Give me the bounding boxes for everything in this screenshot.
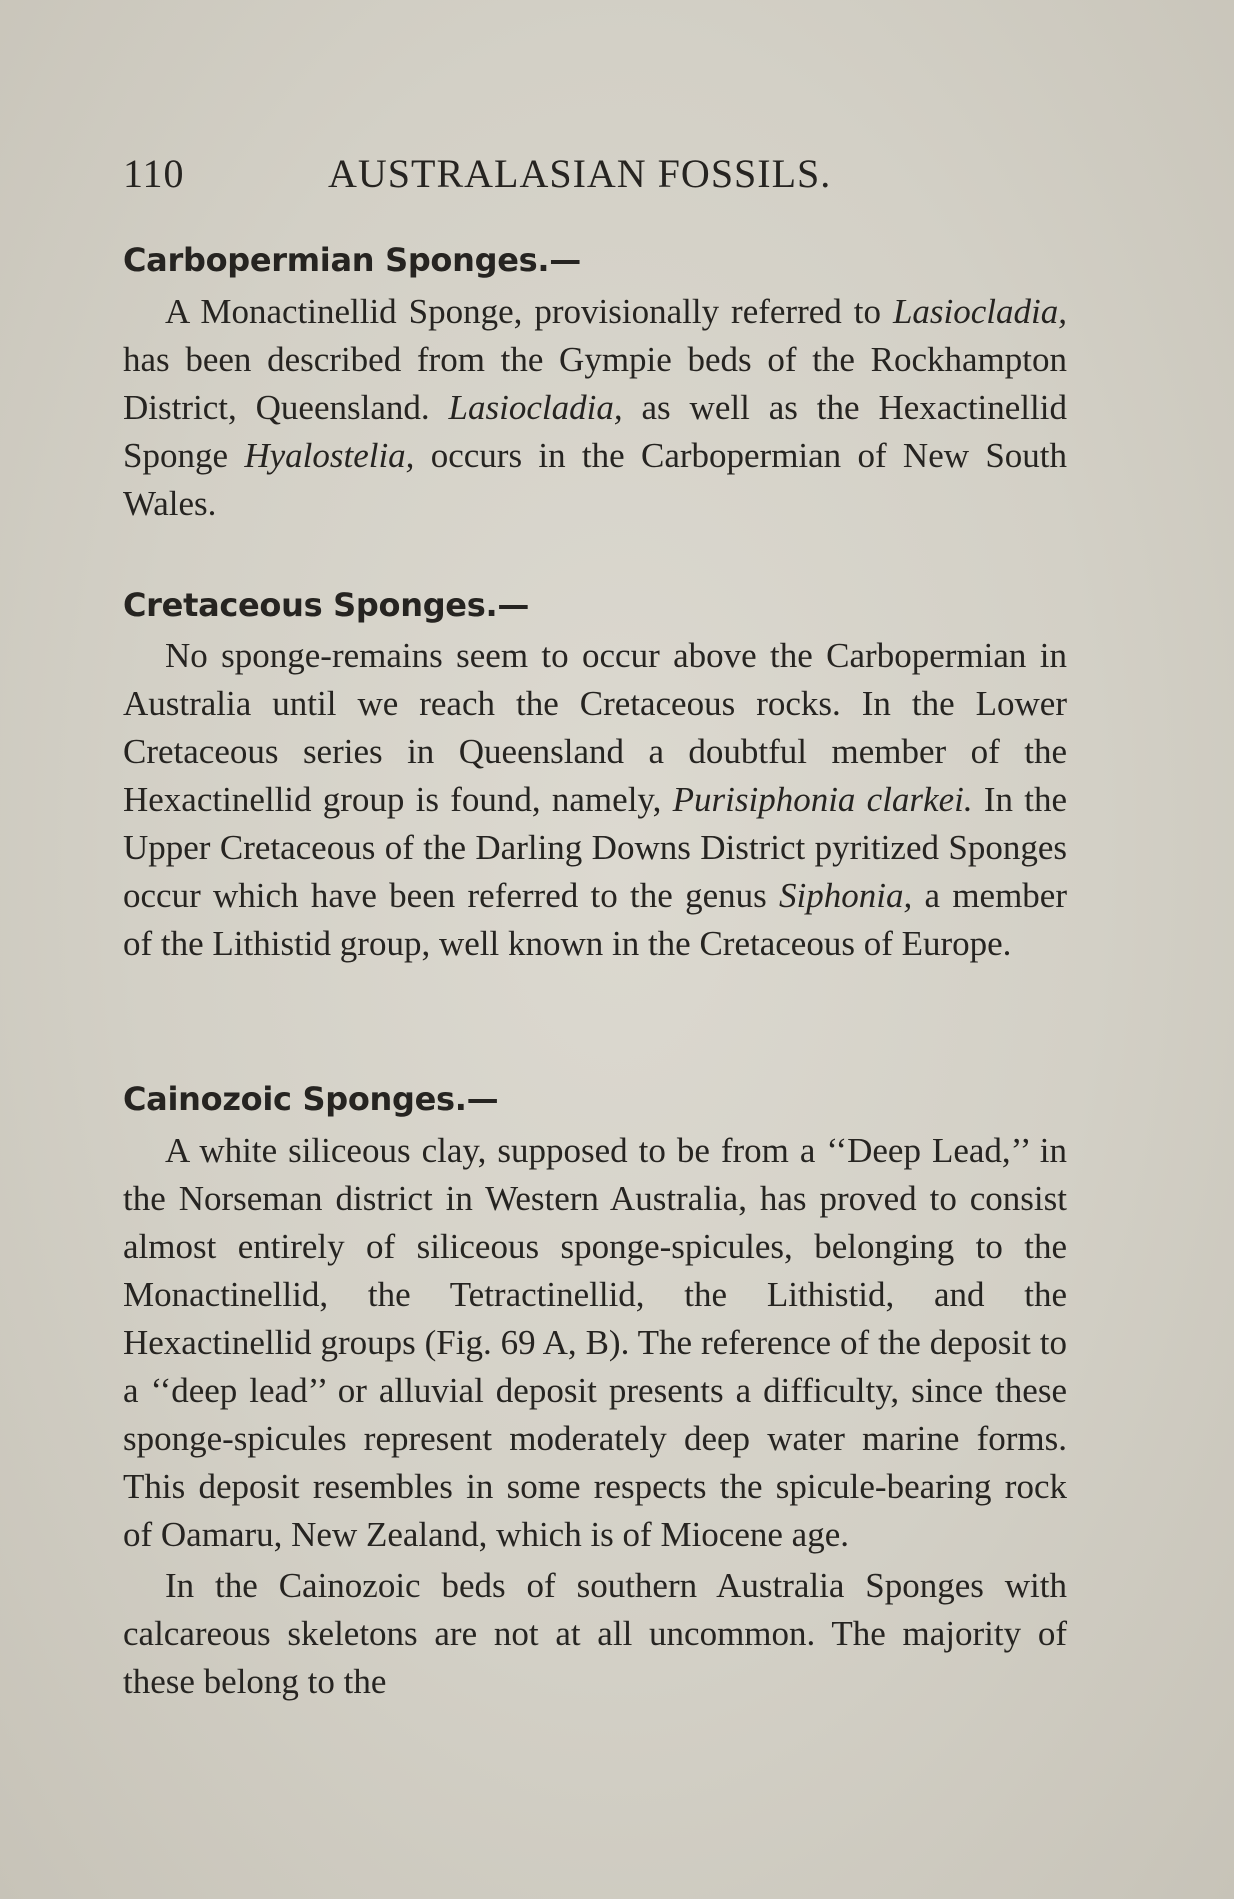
text-run: In the Cainozoic beds of southern Australia Sponges with calcareous skeletons are not at all uncommon. The majority of these belong to the <box>123 1566 1067 1701</box>
running-title: AUSTRALASIAN FOSSILS. <box>328 151 832 196</box>
text-run: has been described from the Gympie beds of the Rockhampton District, Queensland. <box>123 340 1067 427</box>
italic-taxon-name: Purisiphonia clarkei. <box>672 780 973 819</box>
page-number: 110 <box>123 151 185 196</box>
text-run: No sponge-remains seem to occur above the Carbopermian in Australia until we reach the Cretaceous rocks. In the Lower Cretaceous series in Queensland a doubtful member of the Hexactinellid group is found, namely, <box>123 636 1067 819</box>
paragraph <box>123 1127 1067 1559</box>
text-run: occurs in the Carbopermian of New South Wales. <box>123 436 1068 523</box>
section-body-cretaceous <box>123 632 1067 968</box>
text-run: In the Upper Cretaceous of the Darling Downs District pyritized Sponges occur which have been referred to the genus <box>123 780 1068 915</box>
italic-taxon-name: Siphonia, <box>779 876 913 915</box>
paragraph <box>123 288 1067 528</box>
text-run: A Monactinellid Sponge, provisionally referred to <box>165 292 893 331</box>
paragraph <box>123 632 1067 968</box>
italic-taxon-name: Hyalostelia, <box>244 436 415 475</box>
page-header <box>123 150 1067 200</box>
italic-taxon-name: Lasiocladia, <box>448 388 623 427</box>
section-body-cainozoic <box>123 1127 1067 1706</box>
text-run: a member of the Lithistid group, well known in the Cretaceous of Europe. <box>123 876 1067 963</box>
italic-taxon-name: Lasiocladia, <box>892 292 1067 331</box>
paragraph <box>123 1562 1067 1706</box>
text-run: as well as the Hexactinellid Sponge <box>123 388 1067 475</box>
section-heading-cainozoic: Cainozoic Sponges.— <box>123 1080 499 1118</box>
section-heading-carbopermian: Carbopermian Sponges.— <box>123 241 581 279</box>
section-heading-cretaceous: Cretaceous Sponges.— <box>123 586 530 624</box>
text-run: A white siliceous clay, supposed to be from a ‘‘Deep Lead,’’ in the Norseman district in Western Australia, has proved to consist almost entirely of siliceous sponge-spicules, belonging to the Monactinellid, the Tetractinellid, the Lithistid, and the Hexactinellid groups (Fig. 69 A, B). The reference of the deposit to a ‘‘deep lead’’ or alluvial deposit presents a difficulty, since these sponge-spicules represent moderately deep water marine forms. This deposit resembles in some respects the spicule-bearing rock of Oamaru, New Zealand, which is of Miocene age. <box>123 1131 1067 1554</box>
section-body-carbopermian <box>123 288 1067 528</box>
